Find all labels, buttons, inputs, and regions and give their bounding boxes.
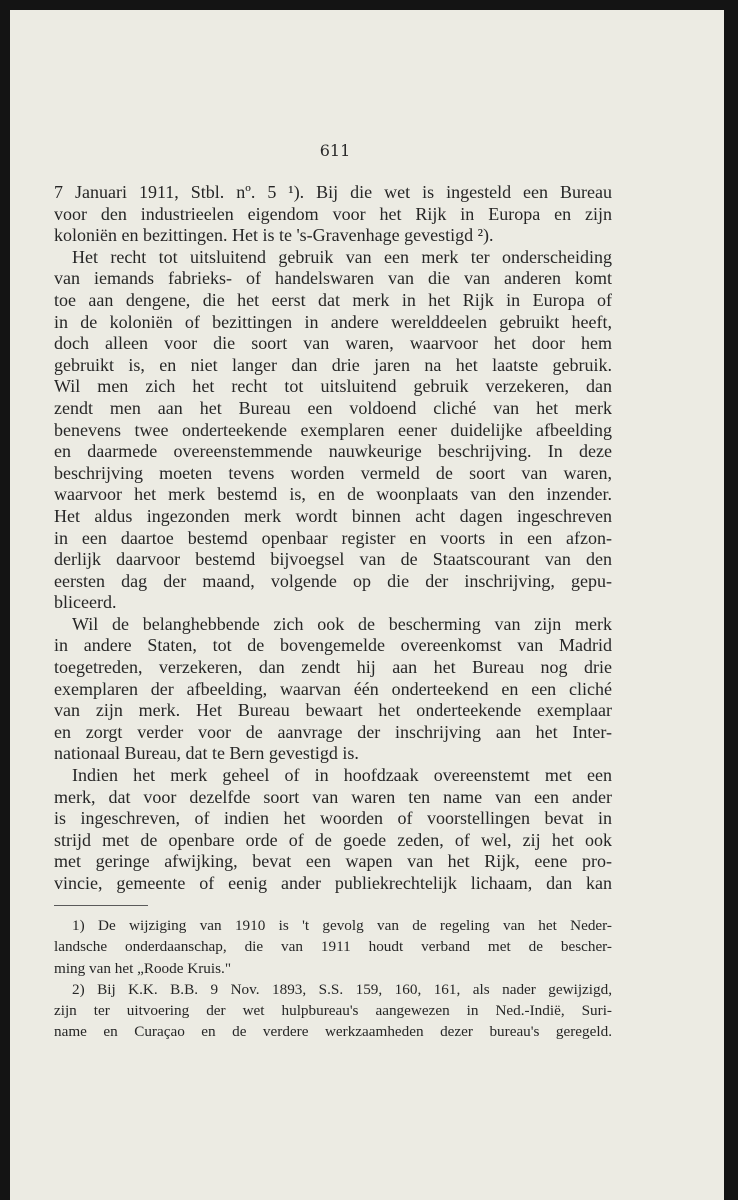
main-text (54, 182, 612, 895)
footnote-line: 2) Bij K.K. B.B. 9 Nov. 1893, S.S. 159, 160, 161, als nader gewijzigd, (72, 980, 612, 998)
text-line: toegetreden, verzekeren, dan zendt hij aan het Bureau nog drie (54, 657, 612, 678)
text-line: zendt men aan het Bureau een voldoend cliché van het merk (54, 397, 612, 418)
text-line: vincie, gemeente of eenig ander publiekrechtelijk lichaam, dan kan (54, 873, 612, 893)
footnote-line: zijn ter uitvoering der wet hulpbureau's aangewezen in Ned.-Indië, Suri- (54, 1002, 612, 1020)
text-line: is ingeschreven, of indien het woorden of voorstellingen bevat in (54, 808, 612, 829)
text-line: koloniën en bezittingen. Het is te 's-Gravenhage gevestigd ²). (54, 225, 494, 246)
text-line: benevens twee onderteekende exemplaren eener duidelijke afbeelding (54, 419, 612, 440)
text-line: Het recht tot uitsluitend gebruik van een merk ter onderscheiding (72, 246, 612, 267)
text-line: eersten dag der maand, volgende op die der inschrijving, gepu- (54, 570, 612, 591)
text-line: nationaal Bureau, dat te Bern gevestigd is. (54, 743, 359, 764)
text-line: toe aan dengene, die het eerst dat merk in het Rijk in Europa of (54, 289, 612, 310)
text-line: Wil men zich het recht tot uitsluitend gebruik verzekeren, dan (54, 376, 612, 397)
text-line: Indien het merk geheel of in hoofdzaak overeenstemt met een (72, 765, 612, 786)
text-line: bliceerd. (54, 592, 117, 613)
text-line: 7 Januari 1911, Stbl. nº. 5 ¹). Bij die wet is ingesteld een Bureau (54, 182, 612, 202)
text-line: voor den industrieelen eigendom voor het Rijk in Europa en zijn (54, 203, 612, 224)
text-line: waarvoor het merk bestemd is, en de woonplaats van den inzender. (54, 484, 612, 505)
footnote-line: name en Curaçao en de verdere werkzaamheden dezer bureau's geregeld. (54, 1023, 612, 1041)
text-line: strijd met de openbare orde of de goede zeden, of wel, zij het ook (54, 829, 612, 850)
scanned-page (10, 10, 724, 1200)
text-line: gebruikt is, en niet langer dan drie jaren na het laatste gebruik. (54, 354, 612, 375)
text-line: in andere Staten, tot de bovengemelde overeenkomst van Madrid (54, 635, 612, 656)
text-line: doch alleen voor die soort van waren, waarvoor het door hem (54, 333, 612, 354)
text-line: merk, dat voor dezelfde soort van waren ten name van een ander (54, 786, 612, 807)
footnote-line: ming van het „Roode Kruis." (54, 959, 232, 977)
text-line: en zorgt verder voor de aanvrage der inschrijving aan het Inter- (54, 721, 612, 742)
text-line: en daarmede overeenstemmende nauwkeurige beschrijving. In deze (54, 441, 612, 462)
text-line: Wil de belanghebbende zich ook de bescherming van zijn merk (72, 613, 612, 634)
text-line: Het aldus ingezonden merk wordt binnen acht dagen ingeschreven (54, 505, 612, 526)
footnote-line: landsche onderdaanschap, die van 1911 houdt verband met de bescher- (54, 938, 612, 956)
text-line: in een daartoe bestemd openbaar register en voorts in een afzon- (54, 527, 612, 548)
text-line: van zijn merk. Het Bureau bewaart het onderteekende exemplaar (54, 700, 612, 721)
text-line: exemplaren der afbeelding, waarvan één onderteekend en een cliché (54, 678, 612, 699)
text-line: in de koloniën of bezittingen in andere werelddeelen gebruikt heeft, (54, 311, 612, 332)
text-line: derlijk daarvoor bestemd bijvoegsel van de Staatscourant van den (54, 549, 612, 570)
page-number: 611 (319, 141, 351, 160)
text-line: met geringe afwijking, bevat een wapen van het Rijk, eene pro- (54, 851, 612, 872)
footnote-line: 1) De wijziging van 1910 is 't gevolg van de regeling van het Neder- (72, 917, 612, 934)
footnote-separator (54, 905, 148, 906)
text-line: beschrijving moeten tevens worden vermeld de soort van waren, (54, 462, 612, 483)
text-line: van iemands fabrieks- of handelswaren van die van anderen komt (54, 268, 612, 289)
footnotes (54, 915, 612, 1043)
